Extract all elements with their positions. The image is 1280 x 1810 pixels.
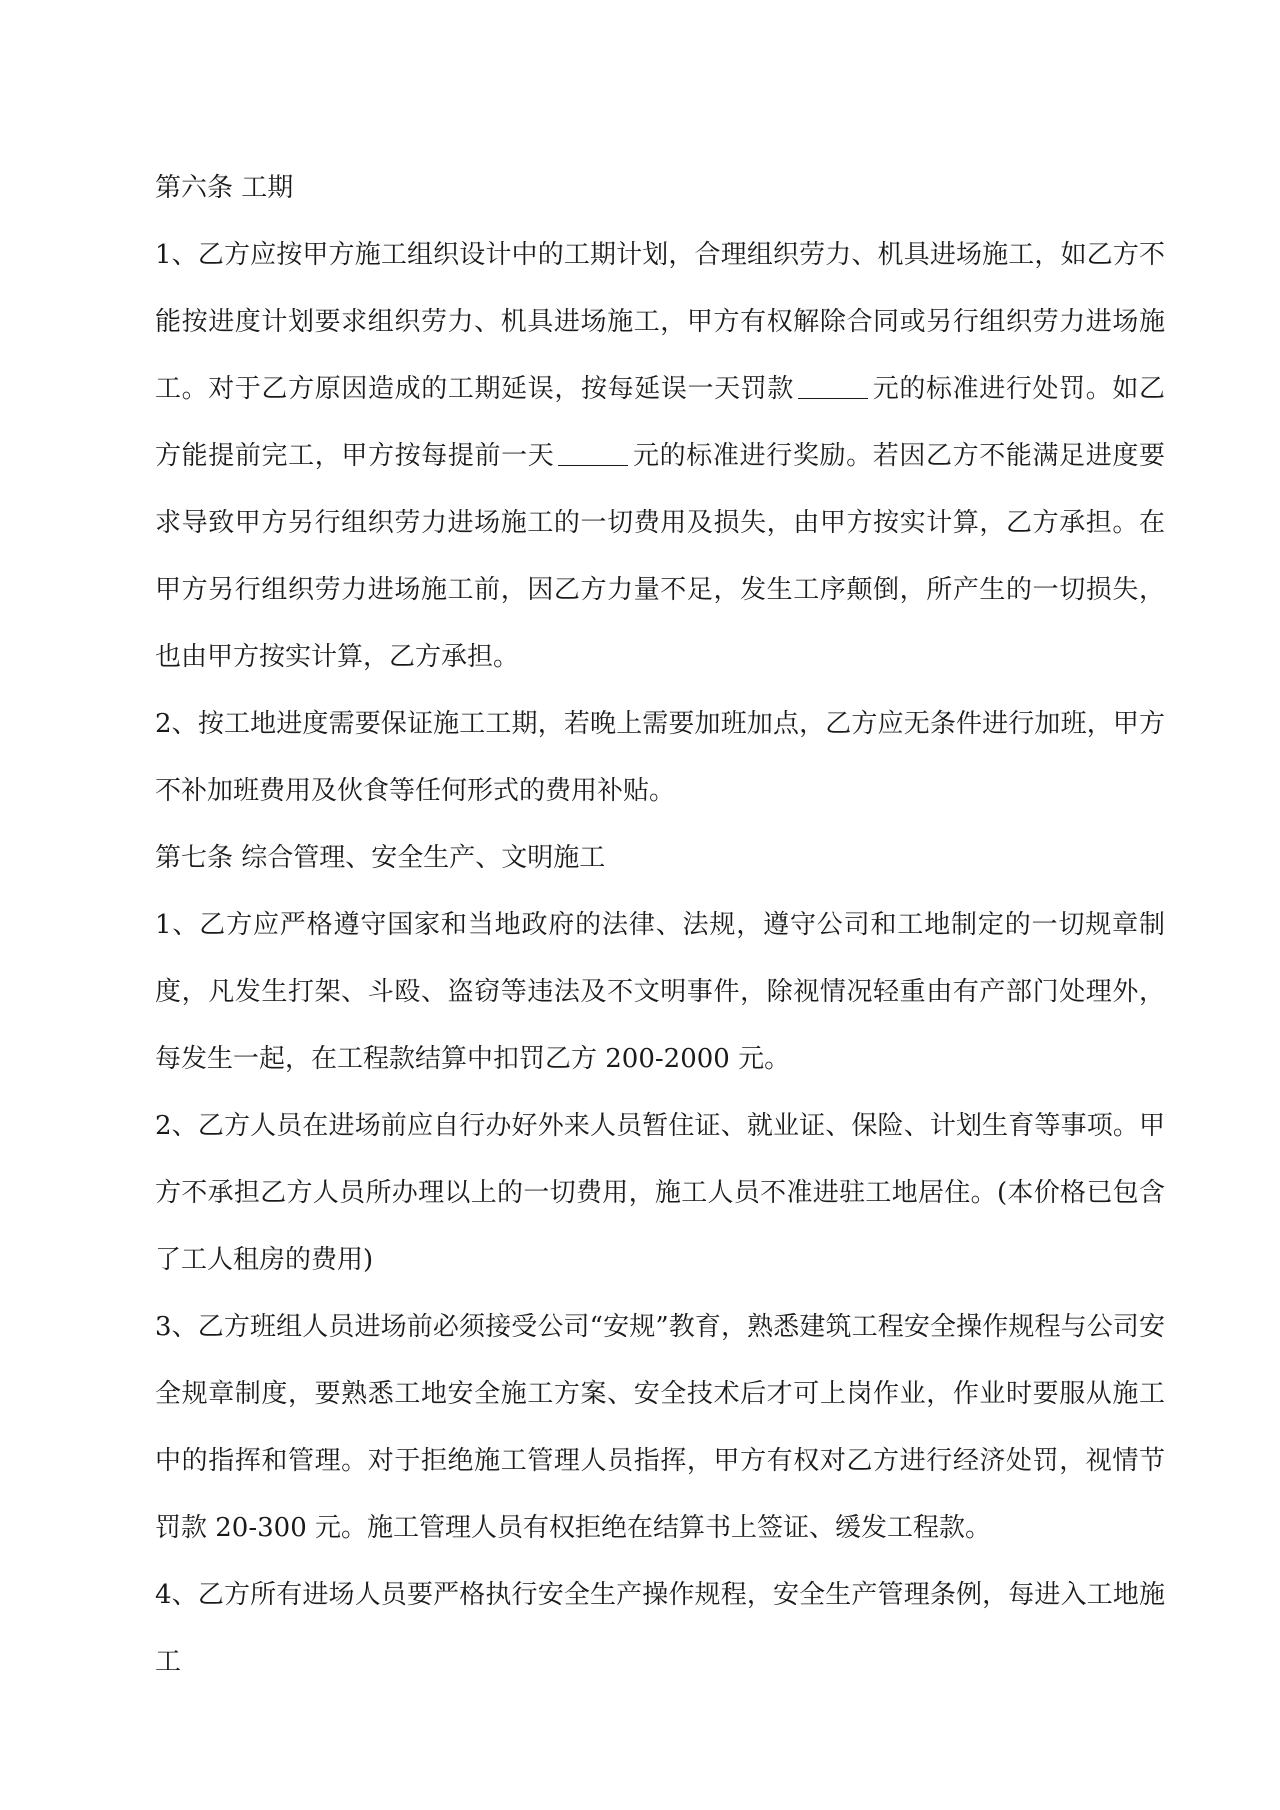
article-6-clause-1 xyxy=(155,222,1165,691)
clause-text: 1、乙方应按甲方施工组织设计中的工期计划，合理组织劳力、机具进场施工，如乙方不能按进度计划要求组织劳力、机具进场施工，甲方有权解除合同或另行组织劳力进场施工。对于乙方原因造成的工期延误，按每延误一天罚款 xyxy=(155,240,1165,404)
article-6-clause-2: 2、按工地进度需要保证施工工期，若晚上需要加班加点，乙方应无条件进行加班，甲方不补加班费用及伙食等任何形式的费用补贴。 xyxy=(155,709,1165,806)
article-7-clause-1: 1、乙方应严格遵守国家和当地政府的法律、法规，遵守公司和工地制定的一切规章制度，凡发生打架、斗殴、盗窃等违法及不文明事件，除视情况轻重由有产部门处理外，每发生一起，在工程款结算中扣罚乙方 200-2000 元。 xyxy=(155,910,1165,1074)
article-7-clause-2: 2、乙方人员在进场前应自行办好外来人员暂住证、就业证、保险、计划生育等事项。甲方不承担乙方人员所办理以上的一切费用，施工人员不准进驻工地居住。(本价格已包含了工人租房的费用) xyxy=(155,1111,1165,1275)
penalty-amount-blank xyxy=(798,374,868,399)
article-6-heading: 第六条 工期 xyxy=(155,173,294,203)
document-page xyxy=(155,155,1165,1696)
reward-amount-blank xyxy=(558,441,628,466)
article-7-clause-4: 4、乙方所有进场人员要严格执行安全生产操作规程，安全生产管理条例，每进入工地施工 xyxy=(155,1580,1165,1677)
clause-text: 元的标准进行处罚。如乙方能提前完工，甲方按每提前一天 xyxy=(155,374,1165,471)
article-7-heading: 第七条 综合管理、安全生产、文明施工 xyxy=(155,843,606,873)
article-7-clause-3: 3、乙方班组人员进场前必须接受公司“安规”教育，熟悉建筑工程安全操作规程与公司安全规章制度，要熟悉工地安全施工方案、安全技术后才可上岗作业，作业时要服从施工中的指挥和管理。对于拒绝施工管理人员指挥，甲方有权对乙方进行经济处罚，视情节罚款 20-300 元。施工管理人员有权拒绝在结算书上签证、缓发工程款。 xyxy=(155,1312,1165,1543)
clause-text: 元的标准进行奖励。若因乙方不能满足进度要求导致甲方另行组织劳力进场施工的一切费用及损失，由甲方按实计算，乙方承担。在甲方另行组织劳力进场施工前，因乙方力量不足，发生工序颠倒，所产生的一切损失，也由甲方按实计算，乙方承担。 xyxy=(155,441,1165,672)
